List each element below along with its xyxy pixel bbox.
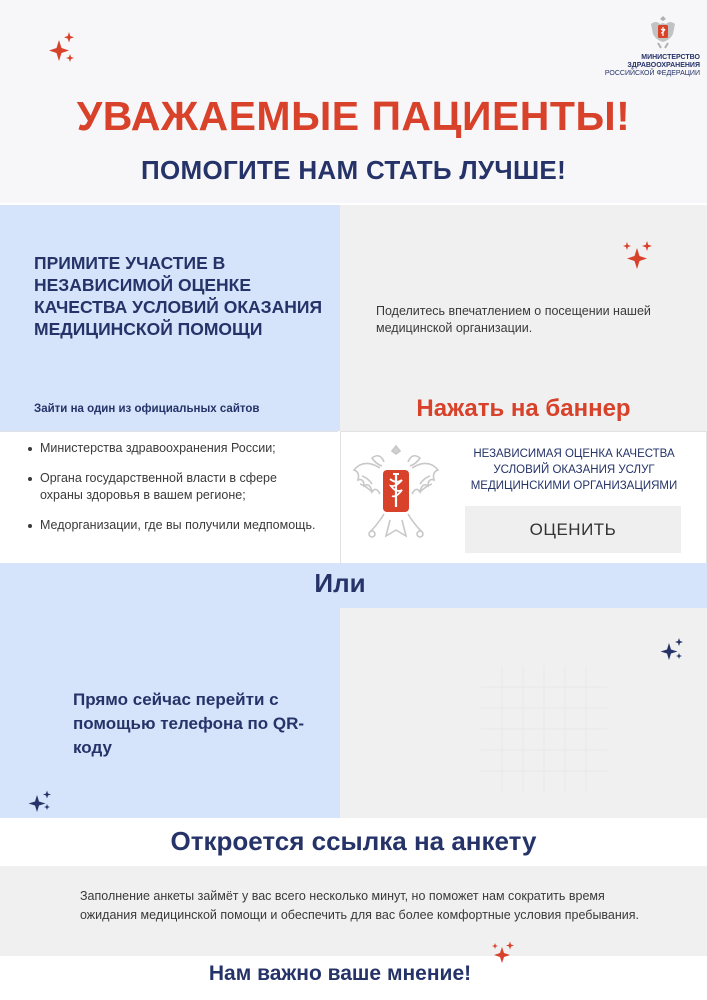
- list-item: Медорганизации, где вы получили медпомощь.: [22, 517, 322, 534]
- participate-heading: ПРИМИТЕ УЧАСТИЕ В НЕЗАВИСИМОЙ ОЦЕНКЕ КАЧЕСТВА УСЛОВИЙ ОКАЗАНИЯ МЕДИЦИНСКОЙ ПОМОЩИ: [34, 253, 323, 339]
- qr-instruction-text: Прямо сейчас перейти с помощью телефона по QR-коду: [73, 690, 305, 757]
- list-item: Органа государственной власти в сфере охраны здоровья в вашем регионе;: [22, 470, 322, 504]
- double-eagle-emblem-icon: [350, 440, 442, 548]
- list-item: Министерства здравоохранения России;: [22, 440, 322, 457]
- sparkle-icon: [45, 30, 77, 66]
- sparkle-icon: [27, 789, 53, 815]
- fill-info-text: Заполнение анкеты займёт у вас всего несколько минут, но поможет нам сократить время ожидания медицинской помощи и обеспечить для вас более комфортные условия пребывания.: [80, 889, 640, 922]
- opinion-heading: Нам важно ваше мнение!: [208, 962, 472, 985]
- press-banner-heading: Нажать на баннер: [416, 395, 631, 422]
- official-sites-list: [22, 440, 322, 547]
- page-title: УВАЖАЕМЫЕ ПАЦИЕНТЫ!: [76, 93, 631, 139]
- ministry-name-line: РОССИЙСКОЙ ФЕДЕРАЦИИ: [604, 70, 700, 77]
- share-impression-text: Поделитесь впечатлением о посещении нашей медицинской организации.: [376, 304, 651, 335]
- or-divider-text: Или: [314, 568, 366, 598]
- official-sites-label: Зайти на один из официальных сайтов: [34, 403, 260, 415]
- ministry-logo: [604, 12, 700, 78]
- banner-title: НЕЗАВИСИМАЯ ОЦЕНКА КАЧЕСТВА УСЛОВИЙ ОКАЗАНИЯ УСЛУГ МЕДИЦИНСКИМИ ОРГАНИЗАЦИЯМИ: [470, 448, 678, 492]
- ministry-emblem-icon: [648, 12, 678, 52]
- page-subtitle: ПОМОГИТЕ НАМ СТАТЬ ЛУЧШЕ!: [140, 155, 567, 185]
- sparkle-icon: [658, 636, 686, 664]
- rate-button[interactable]: ОЦЕНИТЬ: [465, 506, 681, 553]
- ministry-name-line: ЗДРАВООХРАНЕНИЯ: [627, 62, 700, 69]
- survey-link-heading: Откроется ссылка на анкету: [170, 826, 537, 856]
- ministry-name-line: МИНИСТЕРСТВО: [641, 54, 700, 61]
- sparkle-icon: [620, 239, 656, 273]
- qr-code-icon[interactable]: [481, 666, 607, 792]
